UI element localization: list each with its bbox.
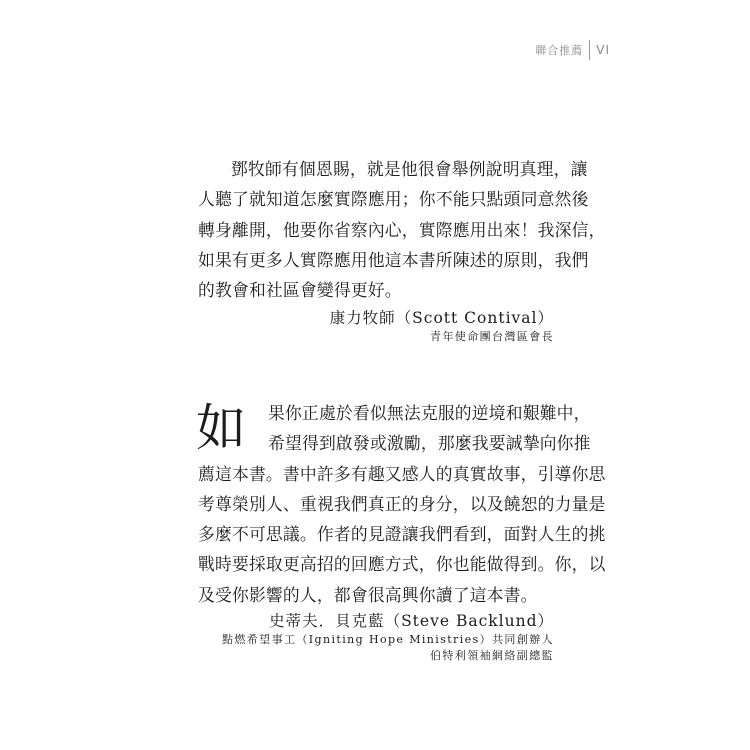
endorsement-1-line: 的教會和社區會變得更好。 xyxy=(198,280,402,301)
endorser-2-role: 伯特利領袖網絡副總監 xyxy=(430,649,554,662)
endorsement-2-line: 薦這本書。書中許多有趣又感人的真實故事，引導你思 xyxy=(198,463,606,484)
page-number: VI xyxy=(596,43,610,57)
endorsement-2-line: 果你正處於看似無法克服的逆境和艱難中， xyxy=(268,403,591,423)
endorsement-1-text xyxy=(198,154,606,305)
running-header xyxy=(535,40,610,60)
endorsement-2-line: 考尊榮別人、重視我們真正的身分，以及饒恕的力量是 xyxy=(198,493,606,514)
endorsement-2-attribution xyxy=(222,610,554,664)
endorsement-2-text xyxy=(196,398,606,610)
endorsement-1-attribution xyxy=(330,307,554,345)
endorsement-1-line: 人聽了就知道怎麼實際應用；你不能只點頭同意然後 xyxy=(198,189,589,210)
endorsement-2-line: 多麼不可思議。作者的見證讓我們看到，面對人生的挑 xyxy=(198,524,606,545)
endorsement-1-line: 如果有更多人實際應用他這本書所陳述的原則，我們 xyxy=(198,249,589,270)
endorser-2-name: 史蒂夫．貝克藍（Steve Backlund） xyxy=(269,612,554,630)
endorsement-1-line: 轉身離開，他要你省察內心，實際應用出來！我深信， xyxy=(198,219,606,240)
endorser-2-role: 點燃希望事工（Igniting Hope Ministries）共同創辦人 xyxy=(222,633,554,646)
drop-cap: 如 xyxy=(196,399,247,457)
header-divider xyxy=(589,40,590,60)
section-title: 聯合推薦 xyxy=(535,44,584,57)
endorser-1-role: 青年使命團台灣區會長 xyxy=(430,330,554,343)
endorsement-2-line: 戰時要採取更高招的回應方式，你也能做得到。你，以 xyxy=(198,554,606,575)
endorsement-2-line: 及受你影響的人，都會很高興你讀了這本書。 xyxy=(198,584,538,605)
endorser-1-name: 康力牧師（Scott Contival） xyxy=(329,309,554,327)
endorsement-1-line: 鄧牧師有個恩賜，就是他很會舉例說明真理，讓 xyxy=(231,159,588,179)
endorsement-2-line: 希望得到啟發或激勵，那麼我要誠摯向你推 xyxy=(268,433,591,454)
